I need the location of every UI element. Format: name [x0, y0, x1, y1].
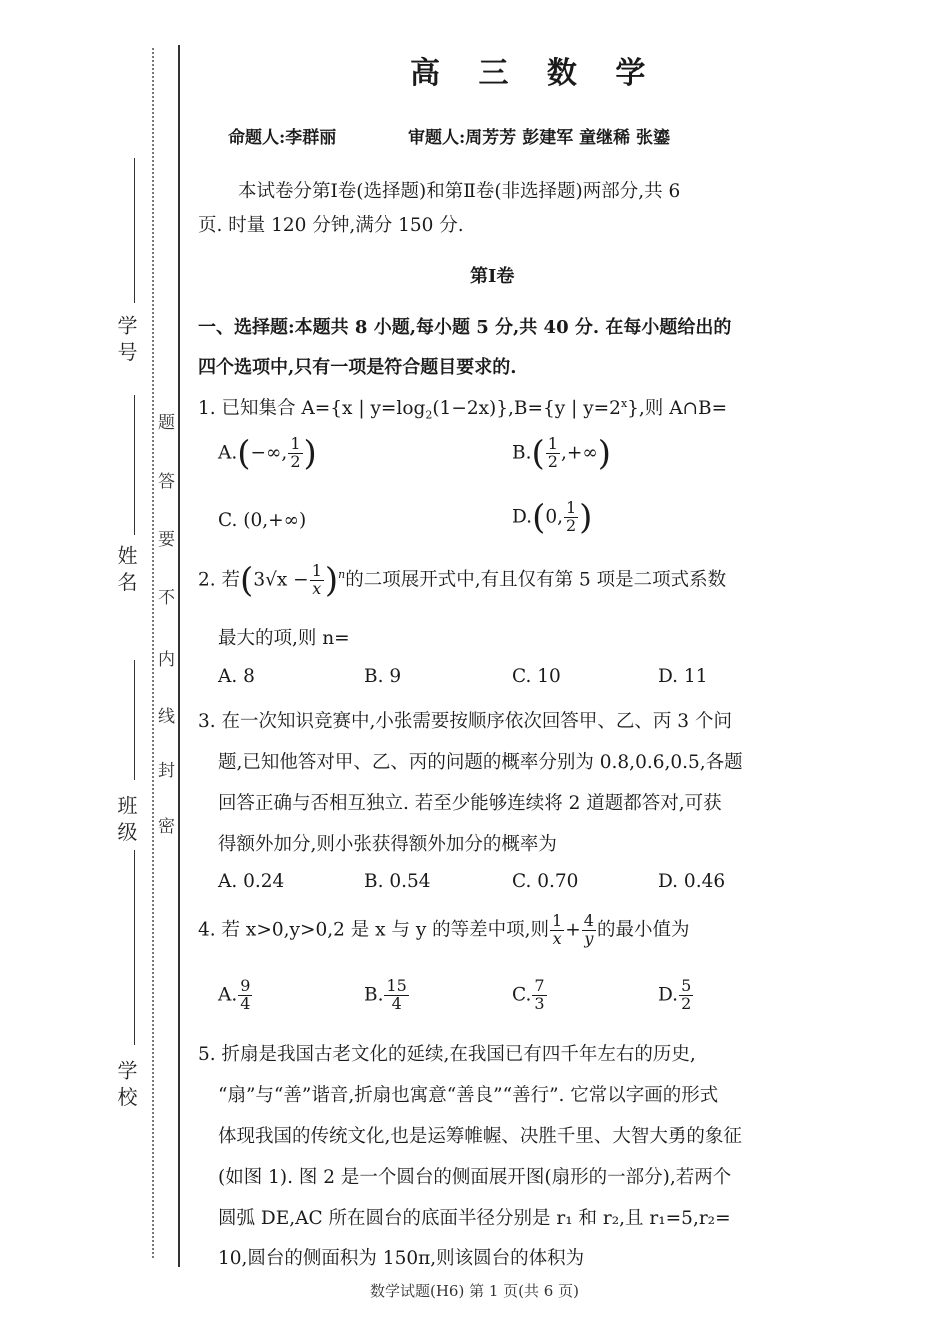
option-b[interactable]: B. $\frac{15}{4}$ — [364, 976, 407, 1013]
question-4-stem: 4. 若 x>0,y>0,2 是 x 与 y 的等差中项,则 $\frac{1}{x}$ + $\frac{4}{y}$ 的最小值为 — [198, 911, 690, 948]
option-a[interactable]: A. 8 — [218, 666, 255, 687]
option-b[interactable]: B. 0.54 — [364, 871, 431, 892]
option-a[interactable]: A. $\frac{9}{4}$ — [218, 976, 251, 1013]
option-d[interactable]: D.(0, $\frac{1}{2}$ ) — [512, 497, 593, 538]
page-footer: 数学试题(H6) 第 1 页(共 6 页) — [370, 1282, 579, 1300]
question-3-line-3: 回答正确与否相互独立. 若至少能够连续将 2 道题都答对,可获 — [218, 793, 722, 814]
seal-char: 封 — [158, 761, 175, 781]
reviewer-line: 审题人:周芳芳 彭建军 童继稀 张鎏 — [408, 128, 671, 148]
class-field[interactable] — [134, 660, 135, 780]
page-title: 高 三 数 学 — [410, 56, 660, 91]
seal-char: 题 — [158, 413, 175, 433]
option-d[interactable]: D. 11 — [658, 666, 708, 687]
question-5-line-2: “扇”与“善”谐音,折扇也寓意“善良”“善行”. 它常以字画的形式 — [218, 1085, 719, 1106]
question-3-line-2: 题,已知他答对甲、乙、丙的问题的概率分别为 0.8,0.6,0.5,各题 — [218, 752, 743, 773]
margin-border-line — [178, 45, 180, 1267]
option-d[interactable]: D. $\frac{5}{2}$ — [658, 976, 692, 1013]
author-line: 命题人:李群丽 — [228, 128, 337, 148]
school-label: 学 校 — [114, 1060, 138, 1107]
option-c[interactable]: C. 0.70 — [512, 871, 579, 892]
question-5-line-1: 5. 折扇是我国古老文化的延续,在我国已有四千年左右的历史, — [198, 1044, 696, 1065]
option-b[interactable]: B. 9 — [364, 666, 402, 687]
option-a[interactable]: A. 0.24 — [218, 871, 285, 892]
part-title: 第Ⅰ卷 — [470, 266, 515, 287]
question-5-line-3: 体现我国的传统文化,也是运筹帷幄、决胜千里、大智大勇的象征 — [218, 1126, 742, 1147]
school-field[interactable] — [134, 850, 135, 1045]
class-label: 班 级 — [114, 795, 138, 842]
seal-char: 线 — [158, 707, 175, 727]
question-5-line-6: 10,圆台的侧面积为 150π,则该圆台的体积为 — [218, 1248, 585, 1269]
seal-char: 要 — [158, 530, 175, 550]
number-field[interactable] — [134, 158, 135, 303]
intro-line-1: 本试卷分第Ⅰ卷(选择题)和第Ⅱ卷(非选择题)两部分,共 6 — [238, 181, 681, 202]
section-heading-line-1: 一、选择题:本题共 8 小题,每小题 5 分,共 40 分. 在每小题给出的 — [198, 317, 732, 338]
seal-char: 不 — [158, 588, 175, 608]
question-3-line-1: 3. 在一次知识竞赛中,小张需要按顺序依次回答甲、乙、丙 3 个问 — [198, 711, 732, 732]
seal-char: 答 — [158, 472, 175, 492]
seal-char: 内 — [158, 650, 175, 670]
question-5-line-5: 圆弧 DE,AC 所在圆台的底面半径分别是 r₁ 和 r₂,且 r₁=5,r₂= — [218, 1208, 731, 1229]
seal-dotted-line — [152, 48, 154, 1258]
intro-line-2: 页. 时量 120 分钟,满分 150 分. — [198, 215, 464, 236]
number-label: 学 号 — [114, 315, 138, 362]
option-c[interactable]: C. $\frac{7}{3}$ — [512, 976, 545, 1013]
name-field[interactable] — [134, 395, 135, 535]
option-b[interactable]: B.( $\frac{1}{2}$ ,+∞) — [512, 433, 611, 474]
question-1-stem: 1. 已知集合 A={x | $y=\log_2(1-2x)\},B=\{y$ | $y=2^x$},则 A∩B= — [198, 396, 728, 422]
option-c[interactable]: C. 10 — [512, 666, 561, 687]
name-label: 姓 名 — [114, 545, 138, 592]
section-heading-line-2: 四个选项中,只有一项是符合题目要求的. — [198, 357, 517, 378]
option-a[interactable]: A.(−∞, $\frac{1}{2}$ ) — [218, 433, 317, 474]
option-d[interactable]: D. 0.46 — [658, 871, 726, 892]
question-2-stem: 2. 若(3√x − $\frac{1}{x}$ )$^n$的二项展开式中,有且仅有第 5 项是二项式系数 — [198, 560, 727, 601]
question-3-line-4: 得额外加分,则小张获得额外加分的概率为 — [218, 834, 557, 855]
question-5-line-4: (如图 1). 图 2 是一个圆台的侧面展开图(扇形的一部分),若两个 — [218, 1167, 732, 1188]
question-2-line-2: 最大的项,则 n= — [218, 628, 350, 649]
seal-char: 密 — [158, 817, 175, 837]
option-c[interactable]: C. (0,+∞) — [218, 510, 307, 531]
